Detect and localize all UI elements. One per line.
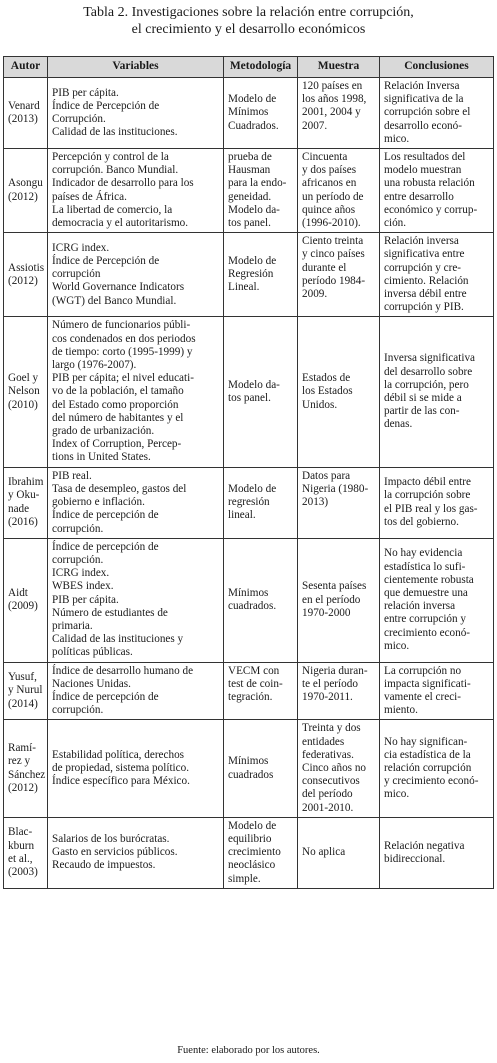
cell-conclusiones xyxy=(380,78,494,149)
variables-line: Número de funcionarios públi- xyxy=(52,319,191,332)
conclusiones-line: corrupción y PIB. xyxy=(384,301,464,314)
autor-line: Goel y xyxy=(8,372,39,385)
metodologia-line: tos panel. xyxy=(228,217,271,230)
table-footer-source: Fuente: elaborado por los autores. xyxy=(177,1045,320,1056)
table-header-row xyxy=(4,57,494,78)
autor-line: (2012) xyxy=(8,274,38,287)
conclusiones-line: el PIB real y los gas- xyxy=(384,502,478,515)
cell-metodologia xyxy=(224,78,298,149)
conclusiones-line: y crecimiento econó- xyxy=(384,775,479,788)
cell-muestra xyxy=(298,317,380,467)
conclusiones-line: relación inversa xyxy=(384,600,456,613)
cell-autor xyxy=(4,78,48,149)
cell-conclusiones xyxy=(380,538,494,662)
cell-variables xyxy=(48,720,224,817)
cell-muestra xyxy=(298,720,380,817)
metodologia-line: prueba de xyxy=(228,151,272,164)
variables-line: Gasto en servicios públicos. xyxy=(52,846,178,859)
variables-line: Percepción y control de la xyxy=(52,151,169,164)
conclusiones-line: entre desarrollo xyxy=(384,190,454,203)
conclusiones-line: bidireccional. xyxy=(384,852,446,865)
autor-line: y Oku- xyxy=(8,489,40,502)
variables-line: Índice de percepción de xyxy=(52,690,159,703)
table-row xyxy=(4,467,494,538)
muestra-line: federativas. xyxy=(302,748,354,761)
muestra-line: del período xyxy=(302,788,353,801)
variables-line: del Estado como proporción xyxy=(52,398,179,411)
cell-conclusiones xyxy=(380,317,494,467)
muestra-line: 120 países en xyxy=(302,80,363,92)
variables-line: países de África. xyxy=(52,190,127,203)
cell-conclusiones xyxy=(380,467,494,538)
metodologia-line: test de coin- xyxy=(228,677,283,690)
cell-variables xyxy=(48,317,224,467)
cell-metodologia xyxy=(224,720,298,817)
cell-variables xyxy=(48,467,224,538)
autor-line: Nelson xyxy=(8,385,40,398)
conclusiones-line: Inversa significativa xyxy=(384,352,476,365)
conclusiones-line: No hay evidencia xyxy=(384,547,463,560)
conclusiones-line: corrupción sobre el xyxy=(384,106,471,119)
variables-line: políticas públicas. xyxy=(52,646,133,659)
cell-conclusiones xyxy=(380,720,494,817)
variables-line: PIB per cápita. xyxy=(52,593,119,606)
muestra-line: Unidos. xyxy=(302,398,338,411)
conclusiones-line: económico y corrup- xyxy=(384,203,478,216)
variables-line: Índice de Percepción de xyxy=(52,99,160,112)
header-metodologia: Metodología xyxy=(224,57,298,78)
conclusiones-line: mico. xyxy=(384,788,410,801)
muestra-line: durante el xyxy=(302,261,347,274)
muestra-line: 2001-2010. xyxy=(302,801,354,814)
cell-autor xyxy=(4,538,48,662)
muestra-line: entidades xyxy=(302,735,345,748)
autor-line: Ibrahim xyxy=(8,476,44,489)
muestra-line: 2001, 2004 y xyxy=(302,106,361,119)
conclusiones-line: cientemente robusta xyxy=(384,573,474,586)
cell-muestra xyxy=(298,149,380,233)
cell-autor xyxy=(4,817,48,888)
header-variables: Variables xyxy=(48,57,224,78)
muestra-line: consecutivos xyxy=(302,775,360,788)
table-row xyxy=(4,817,494,888)
variables-line: Estabilidad política, derechos xyxy=(52,748,185,761)
autor-line: (2012) xyxy=(8,781,38,794)
muestra-line: los Estados xyxy=(302,385,353,398)
muestra-line: 2007. xyxy=(302,119,328,132)
metodologia-line: regresión xyxy=(228,496,270,509)
cell-metodologia xyxy=(224,817,298,888)
table-row xyxy=(4,662,494,720)
cell-autor xyxy=(4,233,48,317)
metodologia-line: Mínimos xyxy=(228,586,269,599)
variables-line: tions in United States. xyxy=(52,451,151,464)
metodologia-line: simple. xyxy=(228,872,261,885)
conclusiones-line: Los resultados del xyxy=(384,151,466,164)
conclusiones-line: la corrupción sobre xyxy=(384,489,471,502)
muestra-line: en el período xyxy=(302,593,361,606)
variables-line: Tasa de desempleo, gastos del xyxy=(52,482,187,495)
muestra-line: Nigeria (1980- xyxy=(302,482,369,495)
variables-line: ICRG index. xyxy=(52,241,110,254)
muestra-line: Estados de xyxy=(302,372,351,385)
muestra-line: y dos países xyxy=(302,164,357,177)
cell-metodologia xyxy=(224,317,298,467)
variables-line: PIB per cápita; el nivel educati- xyxy=(52,372,194,385)
cell-muestra xyxy=(298,817,380,888)
variables-line: ICRG index. xyxy=(52,567,110,580)
metodologia-line: Modelo de xyxy=(228,255,277,268)
variables-line: Índice de percepción de xyxy=(52,540,159,553)
metodologia-line: geneidad. xyxy=(228,190,272,203)
header-autor: Autor xyxy=(4,57,48,78)
autor-line: Venard xyxy=(8,99,40,112)
autor-line: (2012) xyxy=(8,190,38,203)
muestra-line: Datos para xyxy=(302,469,351,482)
table-row xyxy=(4,720,494,817)
cell-conclusiones xyxy=(380,149,494,233)
variables-line: Corrupción. xyxy=(52,113,106,125)
cell-autor xyxy=(4,662,48,720)
variables-line: de tiempo: corto (1995-1999) y xyxy=(52,345,193,358)
variables-line: largo (1976-2007). xyxy=(52,359,137,372)
muestra-line: te el período xyxy=(302,677,358,690)
variables-line: gobierno e inflación. xyxy=(52,496,145,509)
conclusiones-line: corrupción y cre- xyxy=(384,261,462,274)
conclusiones-line: débil si se mide a xyxy=(384,392,462,405)
conclusiones-line: significativa entre xyxy=(384,248,465,261)
autor-line: kburn xyxy=(8,839,35,852)
conclusiones-line: impacta significati- xyxy=(384,677,471,690)
autor-line: Sánchez xyxy=(8,768,46,781)
cell-autor xyxy=(4,317,48,467)
metodologia-line: tegración. xyxy=(228,690,273,703)
muestra-line: Cincuenta xyxy=(302,151,348,164)
metodologia-line: crecimiento xyxy=(228,846,281,859)
conclusiones-line: Relación inversa xyxy=(384,235,459,248)
variables-line: corrupción xyxy=(52,268,101,281)
metodologia-line: Modelo de xyxy=(228,93,277,106)
variables-line: PIB real. xyxy=(52,469,92,482)
variables-line: corrupción. Banco Mundial. xyxy=(52,164,179,177)
cell-metodologia xyxy=(224,233,298,317)
metodologia-line: cuadrados. xyxy=(228,600,277,613)
variables-line: democracia y el autoritarismo. xyxy=(52,217,189,230)
cell-conclusiones xyxy=(380,817,494,888)
metodologia-line: VECM con xyxy=(228,664,280,677)
cell-muestra xyxy=(298,467,380,538)
variables-line: Índice de percepción de xyxy=(52,509,159,522)
variables-line: Recaudo de impuestos. xyxy=(52,859,156,872)
conclusiones-line: estadística lo sufi- xyxy=(384,560,466,573)
autor-line: nade xyxy=(8,502,30,515)
header-conclusiones: Conclusiones xyxy=(380,57,494,78)
conclusiones-line: No hay significan- xyxy=(384,735,468,748)
conclusiones-line: Impacto débil entre xyxy=(384,476,471,489)
muestra-line: los años 1998, xyxy=(302,93,367,106)
variables-line: corrupción. xyxy=(52,704,104,717)
muestra-line: período 1984- xyxy=(302,274,366,287)
conclusiones-line: modelo muestran xyxy=(384,164,462,177)
conclusiones-line: La corrupción no xyxy=(384,664,462,677)
variables-line: Índice específico para México. xyxy=(52,775,190,788)
metodologia-line: tos panel. xyxy=(228,392,271,405)
cell-autor xyxy=(4,720,48,817)
muestra-line: Treinta y dos xyxy=(302,722,361,735)
autor-line: (2003) xyxy=(8,865,38,878)
research-table xyxy=(3,56,494,889)
conclusiones-line: denas. xyxy=(384,418,413,431)
table-row xyxy=(4,149,494,233)
conclusiones-line: la corrupción, pero xyxy=(384,378,469,391)
conclusiones-line: entre corrupción y xyxy=(384,613,467,626)
variables-line: de propiedad, sistema político. xyxy=(52,761,190,774)
conclusiones-line: tos del gobierno. xyxy=(384,515,459,528)
muestra-line: (1996-2010). xyxy=(302,217,361,230)
variables-line: grado de urbanización. xyxy=(52,425,155,438)
muestra-line: Ciento treinta xyxy=(302,235,364,248)
cell-conclusiones xyxy=(380,662,494,720)
table-row xyxy=(4,538,494,662)
table-title-line-2: el crecimiento y el desarrollo económicos xyxy=(131,22,366,37)
autor-line: Blac- xyxy=(8,826,33,839)
variables-line: Index of Corruption, Percep- xyxy=(52,438,182,451)
autor-line: (2009) xyxy=(8,600,38,613)
muestra-line: 2009. xyxy=(302,288,328,301)
table-title xyxy=(0,4,497,38)
metodologia-line: Mínimos xyxy=(228,106,269,119)
metodologia-line: Modelo da- xyxy=(228,378,280,391)
autor-line: (2014) xyxy=(8,697,38,710)
metodologia-line: Mínimos xyxy=(228,755,269,768)
autor-line: rez y xyxy=(8,755,31,768)
conclusiones-line: crecimiento econó- xyxy=(384,626,471,639)
autor-line: Assiotis xyxy=(8,261,45,274)
cell-muestra xyxy=(298,662,380,720)
conclusiones-line: relación corrupción xyxy=(384,761,472,774)
cell-autor xyxy=(4,467,48,538)
conclusiones-line: cimiento. Relación xyxy=(384,274,469,287)
metodologia-line: cuadrados xyxy=(228,768,274,781)
variables-line: Índice de desarrollo humano de xyxy=(52,664,194,677)
variables-line: cos condenados en dos periodos xyxy=(52,332,196,345)
cell-variables xyxy=(48,817,224,888)
metodologia-line: neoclásico xyxy=(228,859,276,872)
conclusiones-line: ción. xyxy=(384,217,407,230)
cell-variables xyxy=(48,233,224,317)
header-muestra: Muestra xyxy=(298,57,380,78)
variables-line: Naciones Unidas. xyxy=(52,677,131,690)
conclusiones-line: partir de las con- xyxy=(384,405,460,418)
cell-metodologia xyxy=(224,467,298,538)
autor-line: Aidt xyxy=(8,586,28,599)
conclusiones-line: una robusta relación xyxy=(384,177,475,190)
conclusiones-line: cia estadística de la xyxy=(384,748,471,761)
cell-conclusiones xyxy=(380,233,494,317)
variables-line: Salarios de los burócratas. xyxy=(52,832,170,845)
variables-line: World Governance Indicators xyxy=(52,281,185,294)
conclusiones-line: significativa de la xyxy=(384,93,464,106)
metodologia-line: Modelo de xyxy=(228,819,277,832)
variables-line: (WGT) del Banco Mundial. xyxy=(52,294,177,307)
autor-line: Yusuf, xyxy=(8,671,37,684)
cell-variables xyxy=(48,78,224,149)
muestra-line: quince años xyxy=(302,203,356,216)
cell-variables xyxy=(48,149,224,233)
cell-metodologia xyxy=(224,662,298,720)
table-body xyxy=(4,78,494,889)
variables-line: del número de habitantes y el xyxy=(52,411,184,424)
cell-muestra xyxy=(298,233,380,317)
autor-line: Asongu xyxy=(8,177,43,190)
variables-line: vo de la población, el tamaño xyxy=(52,385,184,398)
metodologia-line: Cuadrados. xyxy=(228,119,279,132)
variables-line: Calidad de las instituciones y xyxy=(52,633,184,646)
variables-line: Índice de Percepción de xyxy=(52,255,160,268)
conclusiones-line: Relación negativa xyxy=(384,839,465,852)
muestra-line: No aplica xyxy=(302,846,346,859)
metodologia-line: Lineal. xyxy=(228,281,260,294)
autor-line: Ramí- xyxy=(8,742,36,755)
metodologia-line: Modelo de xyxy=(228,482,277,495)
cell-variables xyxy=(48,538,224,662)
muestra-line: y cinco países xyxy=(302,248,365,261)
variables-line: WBES index. xyxy=(52,580,114,593)
muestra-line: 1970-2000 xyxy=(302,606,351,619)
metodologia-line: para la endo- xyxy=(228,177,287,190)
metodologia-line: Modelo da- xyxy=(228,203,280,216)
cell-metodologia xyxy=(224,149,298,233)
table-title-line-1: Tabla 2. Investigaciones sobre la relación entre corrupción, xyxy=(83,5,414,20)
cell-muestra xyxy=(298,538,380,662)
muestra-line: Cinco años no xyxy=(302,761,367,774)
metodologia-line: equilibrio xyxy=(228,832,272,845)
conclusiones-line: mico. xyxy=(384,132,410,145)
metodologia-line: lineal. xyxy=(228,509,256,522)
muestra-line: 2013) xyxy=(302,496,329,509)
muestra-line: un período de xyxy=(302,190,364,203)
conclusiones-line: del desarrollo sobre xyxy=(384,365,473,378)
cell-autor xyxy=(4,149,48,233)
autor-line: (2010) xyxy=(8,398,38,411)
conclusiones-line: mico. xyxy=(384,639,410,652)
variables-line: Número de estudiantes de xyxy=(52,606,168,619)
muestra-line: 1970-2011. xyxy=(302,690,353,703)
variables-line: primaria. xyxy=(52,619,93,632)
cell-muestra xyxy=(298,78,380,149)
conclusiones-line: que demuestre una xyxy=(384,586,468,599)
cell-metodologia xyxy=(224,538,298,662)
variables-line: corrupción. xyxy=(52,522,104,535)
conclusiones-line: vamente el creci- xyxy=(384,690,462,703)
autor-line: (2016) xyxy=(8,515,38,528)
autor-line: y Nurul xyxy=(8,684,43,697)
variables-line: Indicador de desarrollo para los xyxy=(52,177,194,190)
metodologia-line: Hausman xyxy=(228,164,271,177)
autor-line: et al., xyxy=(8,852,33,865)
table-row xyxy=(4,233,494,317)
conclusiones-line: miento. xyxy=(384,704,418,717)
conclusiones-line: Relación Inversa xyxy=(384,80,460,92)
variables-line: Calidad de las instituciones. xyxy=(52,126,178,139)
variables-line: La libertad de comercio, la xyxy=(52,203,173,216)
variables-line: PIB per cápita. xyxy=(52,86,119,99)
table-row xyxy=(4,78,494,149)
variables-line: corrupción. xyxy=(52,553,104,566)
autor-line: (2013) xyxy=(8,113,38,125)
muestra-line: Nigeria duran- xyxy=(302,664,368,677)
metodologia-line: Regresión xyxy=(228,268,274,281)
table-row xyxy=(4,317,494,467)
conclusiones-line: desarrollo econó- xyxy=(384,119,462,132)
cell-variables xyxy=(48,662,224,720)
muestra-line: Sesenta países xyxy=(302,580,367,593)
muestra-line: africanos en xyxy=(302,177,357,190)
conclusiones-line: inversa débil entre xyxy=(384,288,467,301)
